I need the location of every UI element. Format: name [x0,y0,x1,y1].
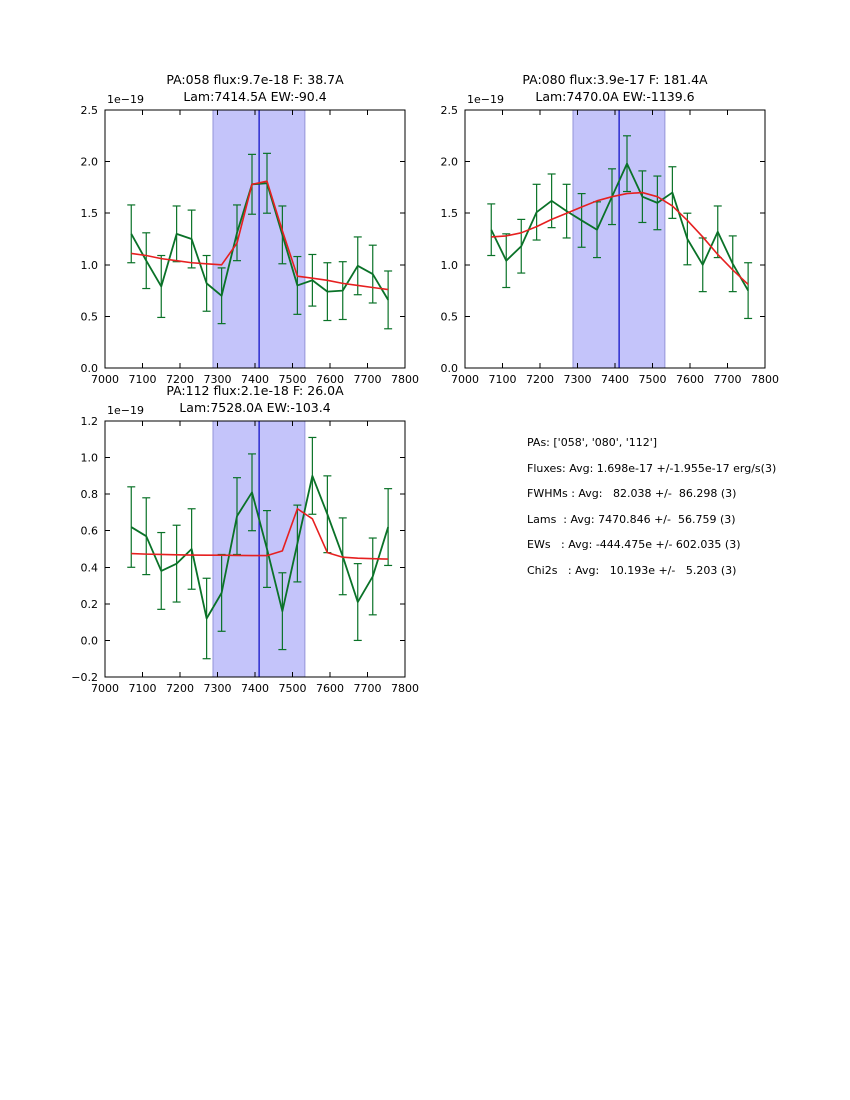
svg-text:7300: 7300 [203,682,232,695]
svg-text:1.5: 1.5 [80,207,98,221]
plot1-title-line2: Lam:7414.5A EW:-90.4 [183,89,327,104]
svg-text:7800: 7800 [391,682,419,695]
svg-text:7100: 7100 [128,373,157,386]
plot3-title-line1: PA:112 flux:2.1e-18 F: 26.0A [166,383,344,398]
svg-text:7000: 7000 [91,373,119,386]
plot2-title-line1: PA:080 flux:3.9e-17 F: 181.4A [522,72,708,87]
plot3-title-line2: Lam:7528.0A EW:-103.4 [179,400,331,415]
summary-line-ews: EWs : Avg: -444.475e +/- 602.035 (3) [527,538,741,552]
svg-text:1.0: 1.0 [80,451,98,465]
svg-text:7200: 7200 [166,373,194,386]
svg-text:0.2: 0.2 [80,597,98,611]
svg-text:1.0: 1.0 [80,258,98,272]
svg-text:1.5: 1.5 [440,207,458,221]
svg-text:7500: 7500 [638,373,667,386]
svg-text:7600: 7600 [316,682,344,695]
summary-panel [527,430,776,584]
svg-text:−0.2: −0.2 [71,671,98,684]
svg-text:7100: 7100 [128,682,157,695]
svg-text:2.0: 2.0 [80,155,98,169]
svg-text:7800: 7800 [751,373,779,386]
svg-text:7300: 7300 [203,373,232,386]
svg-text:7700: 7700 [353,373,382,386]
svg-text:7400: 7400 [241,682,269,695]
svg-text:7600: 7600 [676,373,704,386]
svg-text:7400: 7400 [601,373,629,386]
summary-line-lams: Lams : Avg: 7470.846 +/- 56.759 (3) [527,512,736,526]
svg-text:0.0: 0.0 [80,362,98,375]
summary-line-fwhms: FWHMs : Avg: 82.038 +/- 86.298 (3) [527,487,737,501]
plot2-title-line2: Lam:7470.0A EW:-1139.6 [535,89,695,104]
svg-text:7200: 7200 [526,373,554,386]
svg-text:7300: 7300 [563,373,592,386]
svg-text:0.6: 0.6 [80,524,98,538]
svg-text:7500: 7500 [278,373,307,386]
svg-text:0.5: 0.5 [440,310,458,324]
svg-text:1e−19: 1e−19 [107,93,144,106]
svg-text:1.2: 1.2 [80,415,98,428]
svg-text:7100: 7100 [488,373,517,386]
svg-text:0.4: 0.4 [80,561,98,575]
svg-text:7400: 7400 [241,373,269,386]
svg-text:0.8: 0.8 [80,488,98,502]
svg-text:7000: 7000 [91,682,119,695]
svg-text:2.5: 2.5 [440,104,458,117]
svg-text:7500: 7500 [278,682,307,695]
summary-line-fluxes: Fluxes: Avg: 1.698e-17 +/-1.955e-17 erg/s(3) [527,461,777,475]
svg-text:7200: 7200 [166,682,194,695]
svg-text:7600: 7600 [316,373,344,386]
plot1-title-line1: PA:058 flux:9.7e-18 F: 38.7A [166,72,344,87]
svg-text:0.5: 0.5 [80,310,98,324]
svg-text:7700: 7700 [353,682,382,695]
svg-text:0.0: 0.0 [440,362,458,375]
svg-text:1e−19: 1e−19 [107,404,144,417]
svg-text:2.5: 2.5 [80,104,98,117]
svg-text:1.0: 1.0 [440,258,458,272]
summary-line-chi2s: Chi2s : Avg: 10.193e +/- 5.203 (3) [527,563,737,577]
svg-text:7700: 7700 [713,373,742,386]
svg-text:7000: 7000 [451,373,479,386]
svg-text:2.0: 2.0 [440,155,458,169]
svg-text:7800: 7800 [391,373,419,386]
svg-text:1e−19: 1e−19 [467,93,504,106]
svg-text:0.0: 0.0 [80,634,98,648]
summary-line-pas: PAs: ['058', '080', '112'] [527,436,658,449]
